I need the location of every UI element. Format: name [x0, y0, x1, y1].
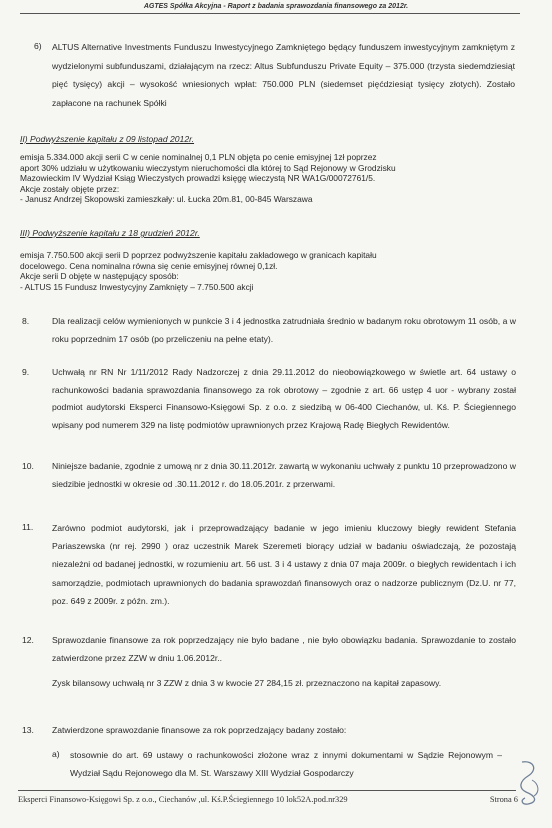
section-3-line: docelowego. Cena nominalna równa się cenie emisyjnej równej 0,1zł. [20, 260, 278, 271]
item-10-number: 10. [22, 461, 34, 471]
section-2-line: aport 30% udziału w użytkowaniu wieczystym nieruchomości dla której to Sąd Rejonowy w Grodzisku [20, 162, 396, 173]
section-2-body [20, 152, 520, 205]
item-11-number: 11. [22, 522, 34, 532]
header-rule [20, 13, 520, 14]
item-11-text: Zarówno podmiot audytorski, jak i przeprowadzający badanie w jego imieniu kluczowy biegły rewident Stefania Pariaszewska (nr rej. 2990 ) oraz uczestnik Marek Szeremeti biorący udział w badaniu oświadczają, że pozostają niezależni od badanej jednostki, w rozumieniu art. 56 ust. 3 i 4 ustawy z dnia 07 maja 2009r. o biegłych rewidentach i ich samorządzie, podmiotach uprawnionych do badania sprawozdań finansowych oraz o nadzorze publicznym (Dz.U. nr 77, poz. 649 z 2009r. z późn. zm.). [52, 523, 516, 606]
item-8-text: Dla realizacji celów wymienionych w punkcie 3 i 4 jednostka zatrudniała średnio w badanym roku obrotowym 11 osób, a w roku poprzednim 17 osób (po przeliczeniu na pełne etaty). [52, 316, 516, 344]
footer-text: Eksperci Finansowo-Księgowi Sp. z o.o., Ciechanów ,ul. Kś.P.Ściegiennego 10 lok52A.pod.nr329 [18, 795, 348, 804]
section-2-line: emisja 5.334.000 akcji serii C w cenie nominalnej 0,1 PLN objęta po cenie emisyjnej 1zł poprzez [20, 152, 377, 162]
item-9-text: Uchwałą nr RN Nr 1/11/2012 Rady Nadzorczej z dnia 29.11.2012 do nieobowiązkowego w świetle art. 64 ustawy o rachunkowości badania sprawozdania finansowego za rok obrotowy – zgodnie z art. 66 ustęp 4 uor - wybrany został podmiot audytorski Eksperci Finansowo-Księgowi Sp. z o.o. z siedzibą w 06-400 Ciechanów, ul. Kś. P. Ściegiennego wpisany pod numerem 329 na listę podmiotów uprawnionych przez Krajową Radę Biegłych Rewidentów. [52, 367, 516, 430]
section-3-line: Akcje serii D objęte w następujący sposób: [20, 271, 179, 281]
item-13-number: 13. [22, 725, 34, 735]
item-12-text: Sprawozdanie finansowe za rok poprzedzający nie było badane , nie było obowiązku badania. Sprawozdanie to zostało zatwierdzone przez ZZW w dniu 1.06.2012r.. [52, 635, 516, 663]
section-3-line: - ALTUS 15 Fundusz Inwestycyjny Zamknięty – 7.750.500 akcji [20, 281, 254, 292]
section-2-line: Akcje zostały objęte przez: [20, 183, 120, 194]
signature-mark [512, 758, 546, 808]
page-header: AGTES Spółka Akcyjna - Raport z badania sprawozdania finansowego za 2012r. [143, 3, 409, 10]
item-10-text: Niniejsze badanie, zgodnie z umową nr z dnia 30.11.2012r. zawartą w wykonaniu uchwały z punktu 10 przeprowadzono w siedzibie jednostki w okresie od .30.11.2012 r. do 18.05.201r. z przerwami. [52, 461, 516, 489]
item-13a-text: stosownie do art. 69 ustawy o rachunkowości złożone wraz z innymi dokumentami w Sądzie Rejonowym – Wydział Sądu Rejonowego dla M. St. Warszawy XIII Wydział Gospodarczy [70, 750, 502, 778]
item-12-number: 12. [22, 635, 34, 645]
item-9-number: 9. [22, 367, 30, 377]
section-2-line: - Janusz Andrzej Skopowski zamieszkały: ul. Łucka 20m.81, 00-845 Warszawa [20, 194, 313, 204]
item-13-text: Zatwierdzone sprawozdanie finansowe za rok poprzedzający badany zostało: [52, 725, 347, 735]
section-3-body [20, 250, 520, 292]
item-6-text: ALTUS Alternative Investments Funduszu Inwestycyjnego Zamkniętego będący funduszem inwestycyjnym zamkniętym z wydzielonymi subfunduszami, działającym na rzecz: Altus Subfunduszu Private Equity – 375.000 (trzysta siedemdziesiąt pięć tysięcy) akcji – wysokość wniesionych wpłat: 750.000 PLN (siedemset pięćdziesiąt tysięcy złotych). Zostało zapłacone na rachunek Spółki [52, 42, 515, 108]
section-3-title: III) Podwyższenie kapitału z 18 grudzień 2012r. [20, 228, 200, 238]
item-8-number: 8. [22, 316, 30, 326]
section-2-title: II) Podwyższenie kapitału z 09 listopad 2012r. [20, 134, 195, 144]
page-footer [18, 795, 518, 804]
section-2-line: Mazowieckim IV Wydział Ksiąg Wieczystych prowadzi księgę wieczystą NR WA1G/00072761/5. [20, 173, 376, 183]
footer-rule [18, 790, 516, 791]
item-6-number: 6) [34, 41, 42, 51]
item-12-text-2: Zysk bilansowy uchwałą nr 3 ZZW z dnia 3 w kwocie 27 284,15 zł. przeznaczono na kapitał zapasowy. [52, 678, 442, 688]
page-number: Strona 6 [489, 795, 518, 804]
item-13a-number: a) [52, 749, 60, 759]
section-3-line: emisja 7.750.500 akcji serii D poprzez podwyższenie kapitału zakładowego w granicach kapitału [20, 250, 377, 260]
